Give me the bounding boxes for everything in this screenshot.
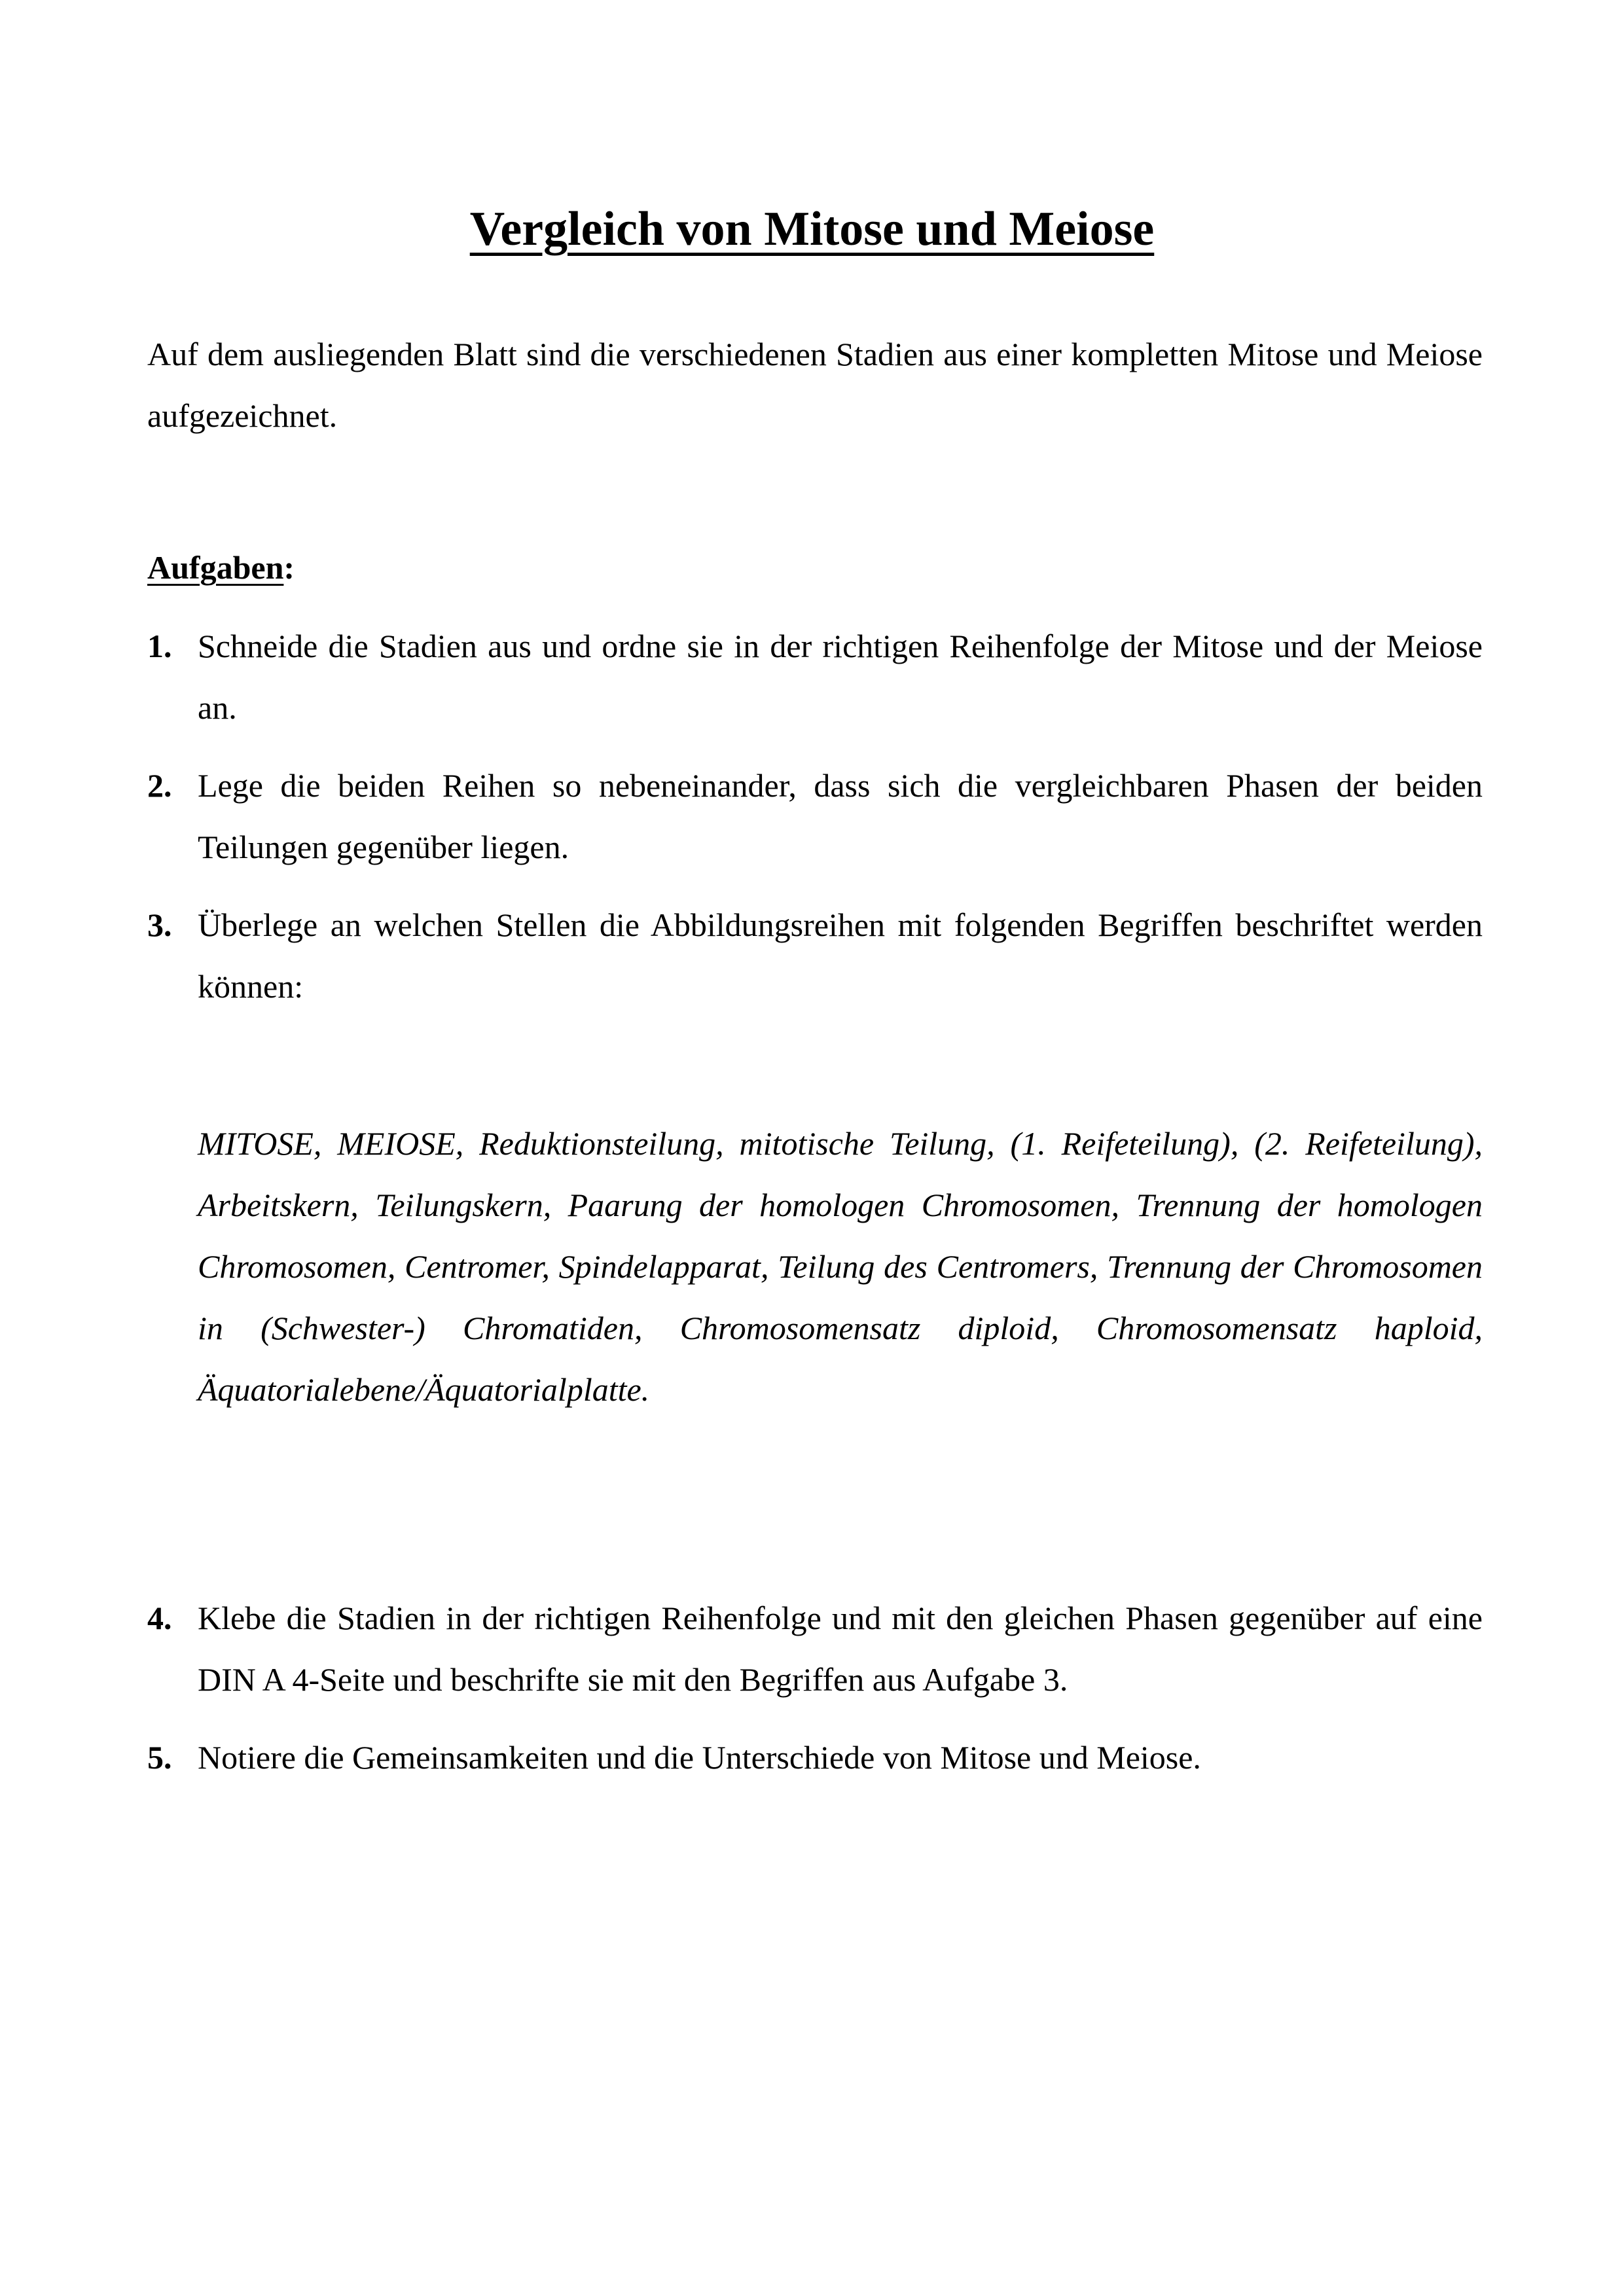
page-title-text: Vergleich von Mitose und Meiose — [469, 202, 1155, 256]
task-text: Klebe die Stadien in der richtigen Reihenfolge und mit den gleichen Phasen gegenüber auf eine DIN A 4-Seite und beschrifte sie mit den Begriffen aus Aufgabe 3. — [198, 1600, 1483, 1698]
task-item-3 — [147, 894, 1483, 1017]
task-text: Überlege an welchen Stellen die Abbildungsreihen mit folgenden Begriffen beschriftet werden können: — [198, 906, 1483, 1005]
task-item-5 — [147, 1727, 1483, 1788]
task-number: 3. — [147, 906, 172, 943]
page-title — [0, 196, 1624, 262]
task-number: 5. — [147, 1739, 172, 1776]
task-number: 4. — [147, 1600, 172, 1636]
task-text: Schneide die Stadien aus und ordne sie in der richtigen Reihenfolge der Mitose und der Meiose an. — [198, 628, 1483, 726]
tasks-heading — [147, 537, 295, 598]
tasks-heading-colon: : — [283, 549, 295, 586]
task-item-1 — [147, 615, 1483, 738]
task-number: 1. — [147, 628, 172, 664]
task-text: Lege die beiden Reihen so nebeneinander, dass sich die vergleichbaren Phasen der beiden Teilungen gegenüber liegen. — [198, 767, 1483, 865]
task-item-2 — [147, 755, 1483, 878]
tasks-heading-label: Aufgaben — [147, 549, 284, 586]
task-item-4 — [147, 1587, 1483, 1710]
task-number: 2. — [147, 767, 172, 804]
task-text: Notiere die Gemeinsamkeiten und die Unterschiede von Mitose und Meiose. — [198, 1739, 1201, 1776]
terms-list: MITOSE, MEIOSE, Reduktionsteilung, mitotische Teilung, (1. Reifeteilung), (2. Reifeteilung), Arbeitskern, Teilungskern, Paarung der homologen Chromosomen, Trennung der homologen Chromosomen, Centromer, Spindelapparat, Teilung des Centromers, Trennung der Chromosomen in (Schwester-) Chromatiden, Chromosomensatz diploid, Chromosomensatz haploid, Äquatorialebene/Äquatorialplatte. — [198, 1125, 1483, 1408]
intro-paragraph: Auf dem ausliegenden Blatt sind die verschiedenen Stadien aus einer kompletten Mitose und Meiose aufgezeichnet. — [147, 336, 1483, 434]
